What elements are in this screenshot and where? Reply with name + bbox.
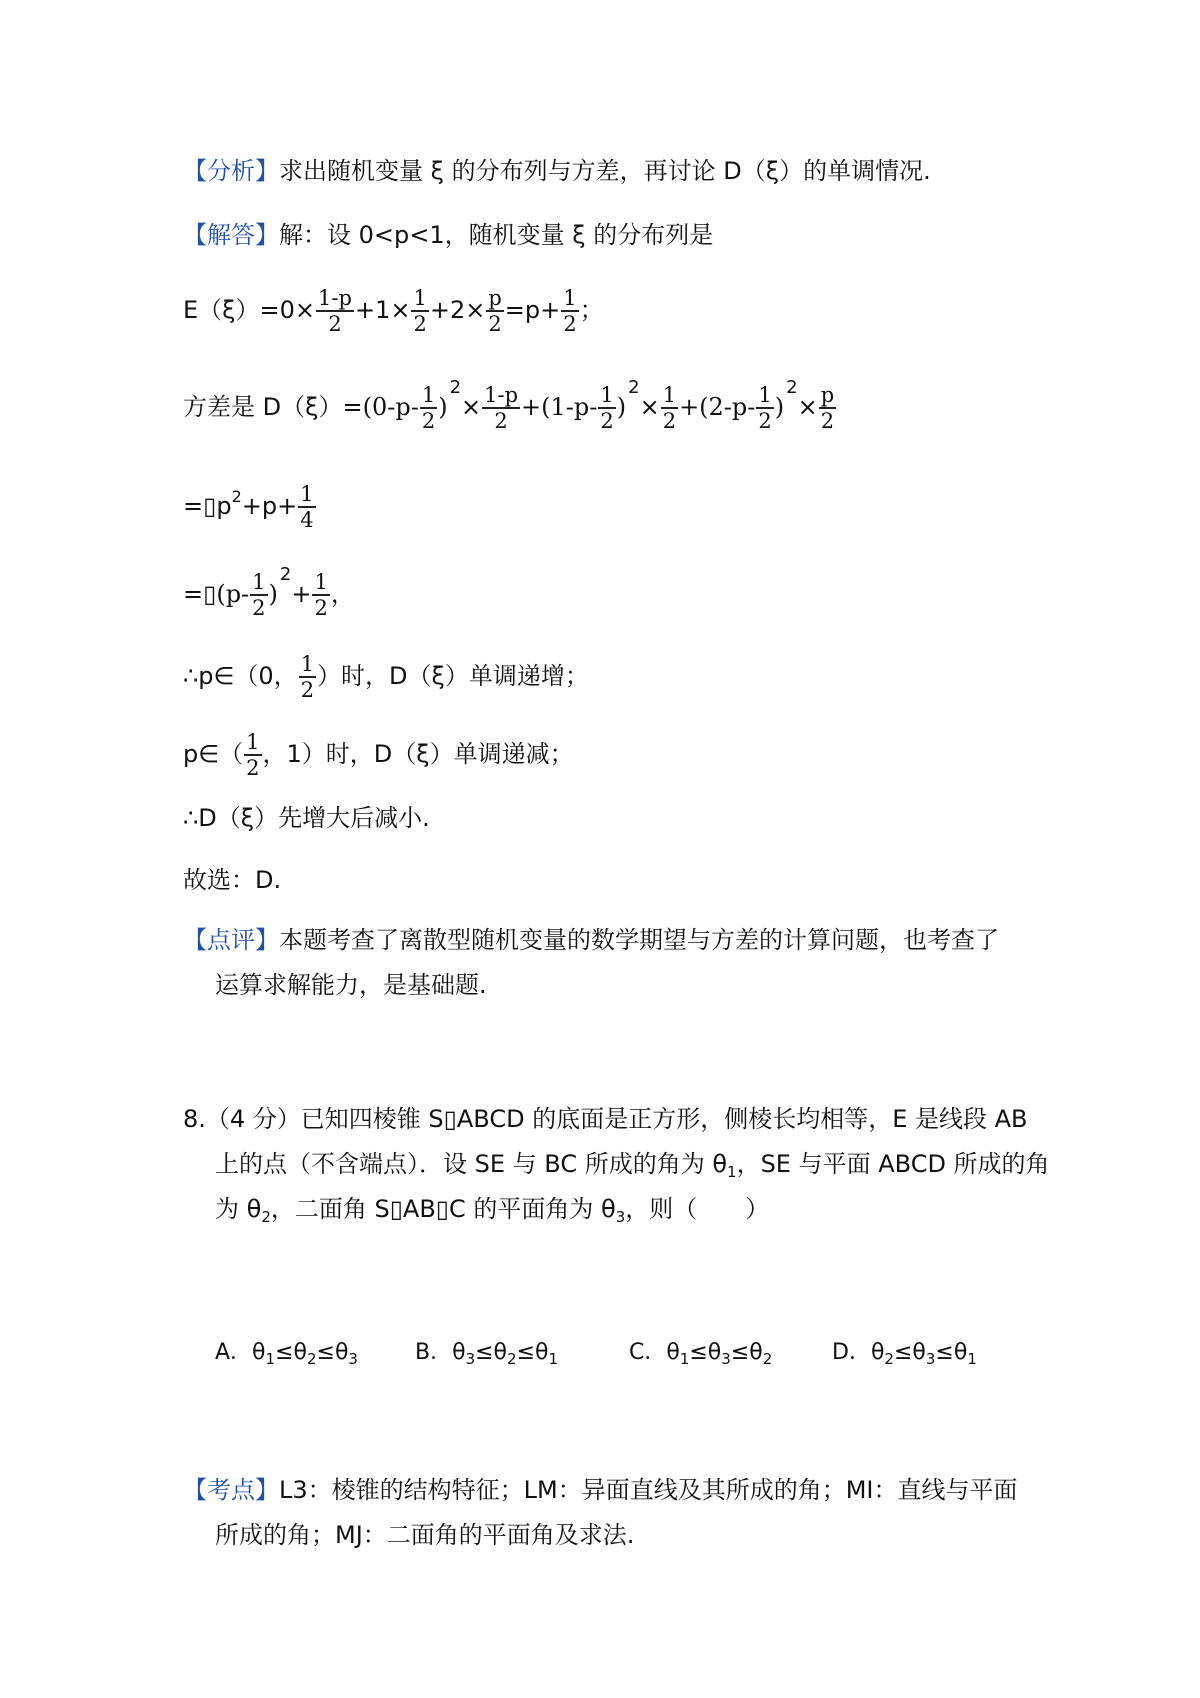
conclusion-line: ∴D（ξ）先增大后减小. (183, 804, 430, 832)
expectation-term: =p+ (504, 296, 561, 324)
variance-formula: 方差是 D（ξ）=(0-p- $\frac{1}{2}$ )$^2$× $\frac{1-p}{2}$ +(1-p- $\frac{1}{2}$ )$^2$× $\frac{1}{2}$ +(2-p- $\frac{1}{2}$ )$^2$× $\frac{p}{2}$ (183, 377, 835, 433)
expectation-formula (183, 286, 604, 336)
expectation-term: +2× (429, 296, 486, 324)
variance-lead: 方差是 D（ξ）= (183, 393, 363, 421)
analysis-line (183, 156, 931, 186)
fraction: $\frac{1}{2}$ (246, 730, 260, 780)
solution-text: 解：设 0<p<1，随机变量 ξ 的分布列是 (279, 221, 714, 249)
option-b[interactable]: B．$\theta_3\le\theta_2\le\theta_1$ (415, 1340, 559, 1368)
fraction: $\frac{1-p}{2}$ (484, 383, 519, 433)
exponent: 2 (449, 377, 462, 398)
monotonic-increase: ∴p∈（0， $\frac{1}{2}$ ）时，D（ξ）单调递增； (183, 652, 589, 702)
comment-line-1: 【点评】本题考查了离散型随机变量的数学期望与方差的计算问题，也考查了 (183, 926, 999, 954)
option-a[interactable]: A．$\theta_1\le\theta_2\le\theta_3$ (215, 1340, 358, 1368)
solution-tag: 【解答】 (183, 221, 279, 249)
fraction: $\frac{p}{2}$ (820, 383, 835, 433)
fraction: $\frac{1}{2}$ (662, 383, 677, 433)
kaodian-line-2: 所成的角；MJ：二面角的平面角及求法. (215, 1521, 635, 1549)
expectation-end: ； (579, 296, 604, 324)
question-8-line-1: 8.（4 分）已知四棱锥 S▯ABCD 的底面是正方形，侧棱长均相等，E 是线段 AB (183, 1105, 1028, 1133)
expectation-lead: E（ξ）=0× (183, 296, 316, 324)
monotonic-decrease: p∈（ $\frac{1}{2}$ ，1）时，D（ξ）单调递减； (183, 730, 574, 780)
analysis-text: 求出随机变量 ξ 的分布列与方差，再讨论 D（ξ）的单调情况. (279, 157, 931, 185)
exponent: 2 (786, 377, 798, 398)
exponent: 2 (628, 377, 640, 398)
comment-tag: 【点评】 (183, 926, 279, 954)
question-8-line-2: 上的点（不含端点）．设 SE 与 BC 所成的角为 $\theta_1$，SE 与平面 ABCD 所成的角 (215, 1150, 1050, 1181)
fraction: $\frac{1}{2}$ (314, 570, 328, 620)
expectation-term: +1× (354, 296, 411, 324)
fraction: $\frac{1}{2}$ (758, 383, 772, 433)
fraction: $\frac{1}{2}$ (252, 570, 266, 620)
exponent: 2 (279, 564, 292, 585)
fraction: $\frac{1}{2}$ (563, 286, 577, 336)
comment-line-2: 运算求解能力，是基础题. (215, 971, 487, 999)
fraction: $\frac{1}{2}$ (421, 383, 436, 433)
fraction: $\frac{1}{2}$ (600, 383, 614, 433)
option-d[interactable]: D．$\theta_2\le\theta_3\le\theta_1$ (832, 1340, 977, 1368)
analysis-tag: 【分析】 (183, 157, 279, 185)
question-8-line-3: 为 $\theta_2$，二面角 S▯AB▯C 的平面角为 $\theta_3$，则（ ） (215, 1195, 770, 1226)
solution-line (183, 220, 713, 250)
fraction: $\frac{1}{4}$ (300, 482, 314, 532)
fraction: $\frac{p}{2}$ (488, 286, 502, 336)
variance-step-1: $=▯p^2+p+$ $\frac{1}{4}$ (183, 482, 314, 532)
option-c[interactable]: C．$\theta_1\le\theta_3\le\theta_2$ (629, 1340, 773, 1368)
fraction: $\frac{1}{2}$ (300, 652, 315, 702)
kaodian-line-1: 【考点】L3：棱锥的结构特征；LM：异面直线及其所成的角；MI：直线与平面 (183, 1476, 1018, 1504)
fraction: $\frac{1-p}{2}$ (318, 286, 352, 336)
variance-step-2: =▯(p- $\frac{1}{2}$ )$^2$+ $\frac{1}{2}$ ， (183, 564, 355, 620)
fraction: $\frac{1}{2}$ (413, 286, 427, 336)
kaodian-tag: 【考点】 (183, 1476, 279, 1504)
answer-line: 故选：D. (183, 866, 282, 894)
